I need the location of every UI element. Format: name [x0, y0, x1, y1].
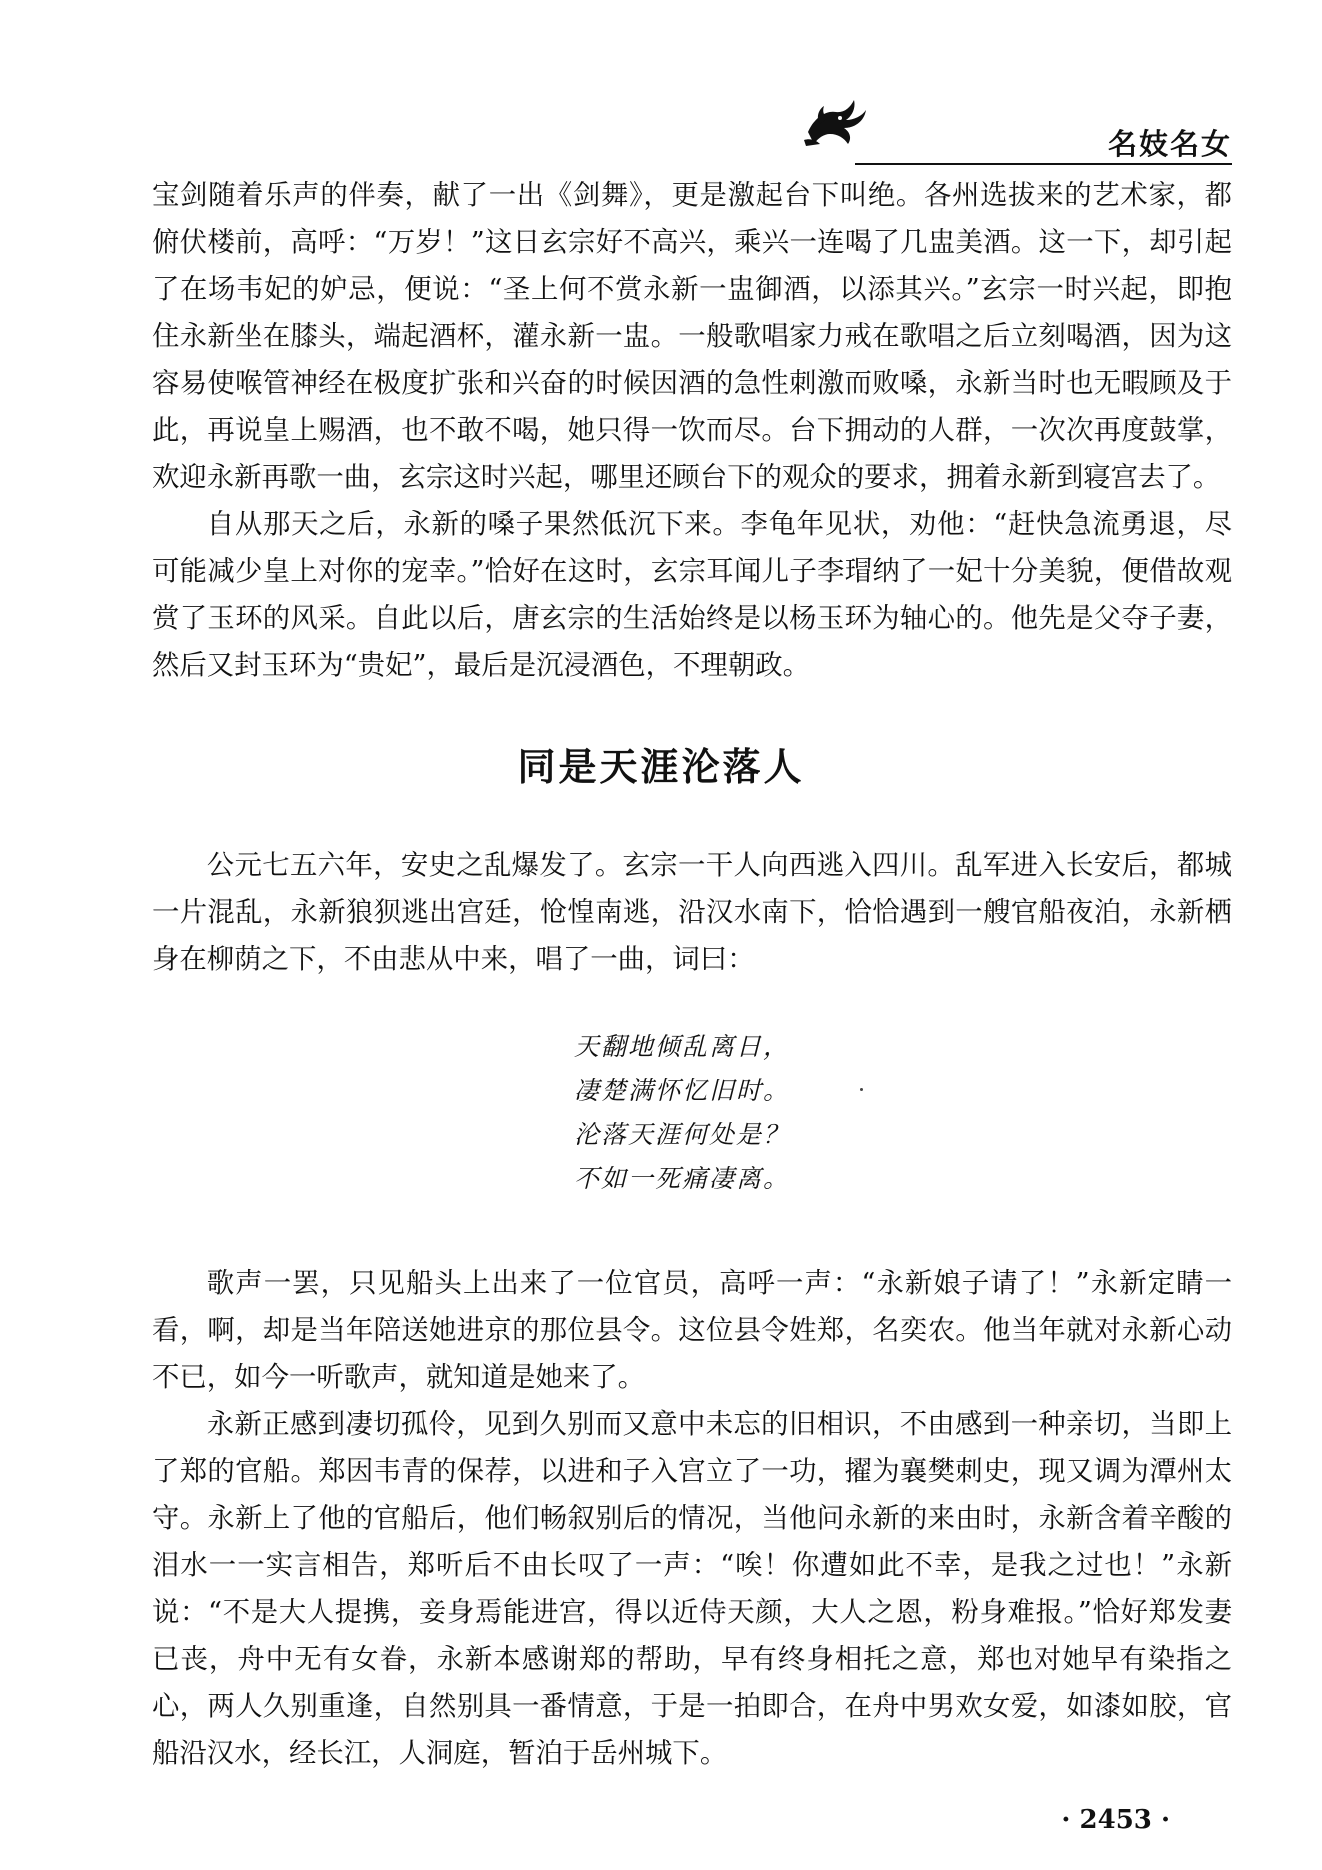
poem-line: 不如一死痛凄离。: [574, 1164, 791, 1193]
section-1-text: [152, 172, 1232, 689]
poem-line: 沦落天涯何处是？: [574, 1120, 791, 1149]
dragon-emblem-icon: [800, 88, 870, 150]
section-2-body: [152, 1260, 1232, 1777]
poem-line: 凄楚满怀忆旧时。: [574, 1076, 791, 1105]
running-title: 名妓名女: [1107, 127, 1232, 161]
header-divider: [855, 163, 1232, 165]
poem-line: 天翻地倾乱离日，: [574, 1032, 791, 1061]
section-heading: 同是天涯沦落人: [517, 745, 805, 789]
paragraph: 永新正感到凄切孤伶，见到久别而又意中未忘的旧相识，不由感到一种亲切，当即上了郑的官船。郑因韦青的保荐，以进和子入宫立了一功，擢为襄樊刺史，现又调为潭州太守。永新上了他的官船后，他们畅叙别后的情况，当他问永新的来由时，永新含着辛酸的泪水一一实言相告，郑听后不由长叹了一声：“唉！你遭如此不幸，是我之过也！”永新说：“不是大人提携，妾身焉能进宫，得以近侍天颜，大人之恩，粉身难报。”恰好郑发妻已丧，舟中无有女眷，永新本感谢郑的帮助，早有终身相托之意，郑也对她早有染指之心，两人久别重逢，自然别具一番情意，于是一拍即合，在舟中男欢女爱，如漆如胶，官船沿汉水，经长江，人洞庭，暂泊于岳州城下。: [152, 1409, 1232, 1769]
scan-speck: [860, 1088, 863, 1091]
paragraph: 歌声一罢，只见船头上出来了一位官员，高呼一声：“永新娘子请了！”永新定睛一看，啊，却是当年陪送她进京的那位县令。这位县令姓郑，名奕农。他当年就对永新心动不已，如今一听歌声，就知道是她来了。: [152, 1268, 1232, 1393]
page-header: [0, 0, 1322, 161]
poem: [574, 1025, 790, 1201]
paragraph: 公元七五六年，安史之乱爆发了。玄宗一干人向西逃入四川。乱军进入长安后，都城一片混乱，永新狼狈逃出宫廷，怆惶南逃，沿汉水南下，恰恰遇到一艘官船夜泊，永新栖身在柳荫之下，不由悲从中来，唱了一曲，词曰：: [152, 850, 1232, 975]
page-number: · 2453 ·: [1061, 1805, 1170, 1835]
paragraph: 宝剑随着乐声的伴奏，献了一出《剑舞》，更是激起台下叫绝。各州选拔来的艺术家，都俯伏楼前，高呼：“万岁！”这日玄宗好不高兴，乘兴一连喝了几盅美酒。这一下，却引起了在场韦妃的妒忌，便说：“圣上何不赏永新一盅御酒，以添其兴。”玄宗一时兴起，即抱住永新坐在膝头，端起酒杯，灌永新一盅。一般歌唱家力戒在歌唱之后立刻喝酒，因为这容易使喉管神经在极度扩张和兴奋的时候因酒的急性刺激而败嗓，永新当时也无暇顾及于此，再说皇上赐酒，也不敢不喝，她只得一饮而尽。台下拥动的人群，一次次再度鼓掌，欢迎永新再歌一曲，玄宗这时兴起，哪里还顾台下的观众的要求，拥着永新到寝宫去了。: [152, 180, 1232, 493]
paragraph: 自从那天之后，永新的嗓子果然低沉下来。李龟年见状，劝他：“赶快急流勇退，尽可能减少皇上对你的宠幸。”恰好在这时，玄宗耳闻儿子李瑁纳了一妃十分美貌，便借故观赏了玉环的风采。自此以后，唐玄宗的生活始终是以杨玉环为轴心的。他先是父夺子妻，然后又封玉环为“贵妃”，最后是沉浸酒色，不理朝政。: [152, 509, 1232, 681]
section-2-intro: [152, 842, 1232, 983]
